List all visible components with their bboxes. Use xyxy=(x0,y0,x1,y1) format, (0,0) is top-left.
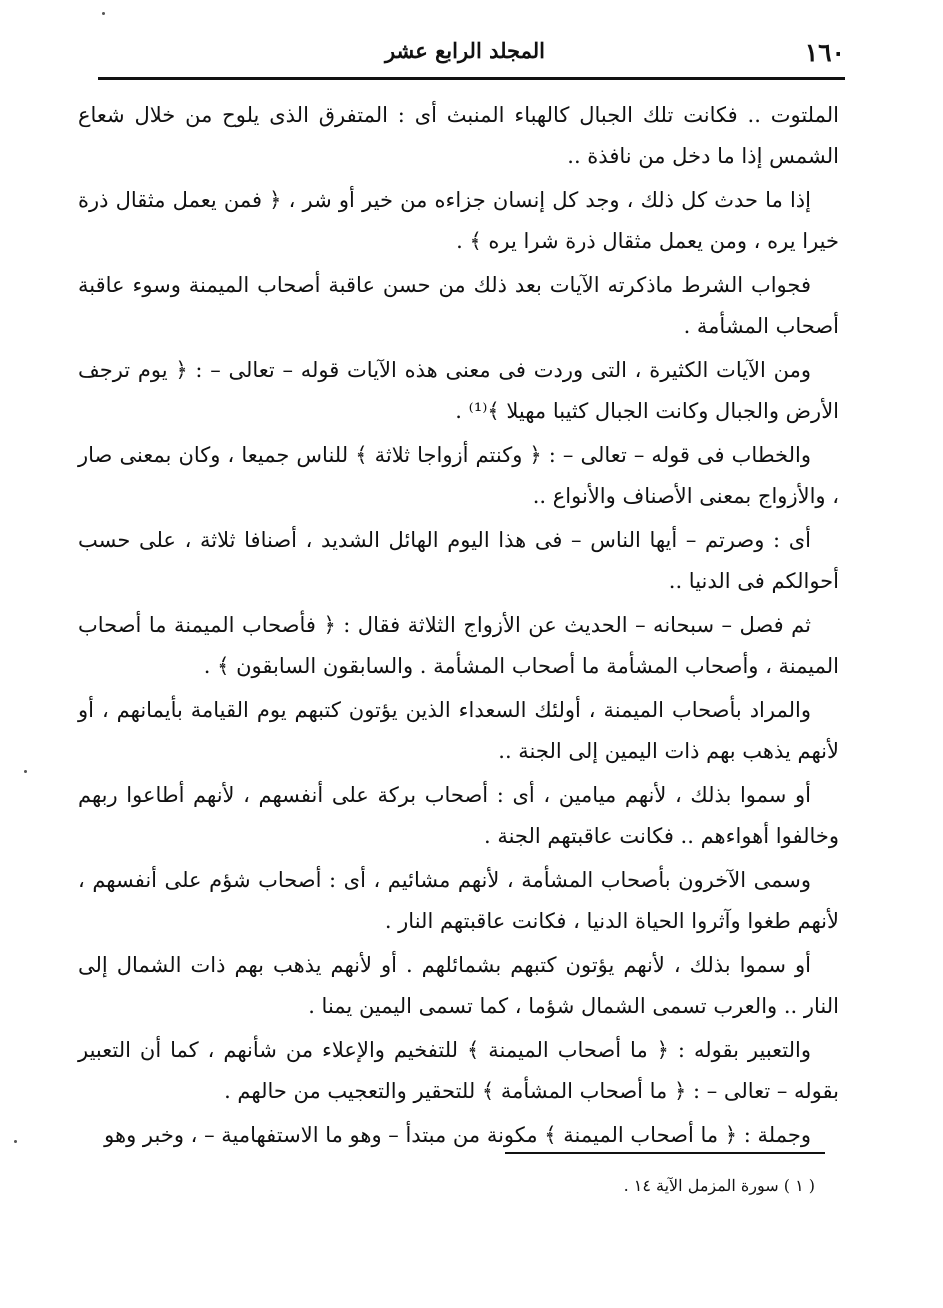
paragraph: أى : وصرتم – أيها الناس – فى هذا اليوم الهائل الشديد ، أصنافا ثلاثة ، على حسب أحوالكم فى الدنيا .. xyxy=(78,528,839,593)
paragraph: والخطاب فى قوله – تعالى – : ﴿ وكنتم أزواجا ثلاثة ﴾ للناس جميعا ، وكان بمعنى صار ، والأزواج بمعنى الأصناف والأنواع .. xyxy=(78,443,839,508)
paragraph: إذا ما حدث كل ذلك ، وجد كل إنسان جزاءه من خير أو شر ، ﴿ فمن يعمل مثقال ذرة خيرا يره ، ومن يعمل مثقال ذرة شرا يره ﴾ . xyxy=(78,188,839,253)
header-rule xyxy=(98,77,845,80)
paragraph: ومن الآيات الكثيرة ، التى وردت فى معنى هذه الآيات قوله – تعالى – : ﴿ يوم ترجف الأرض والجبال وكانت الجبال كثيبا مهيلا ﴾⁽¹⁾ . xyxy=(78,358,839,423)
paragraph: وجملة : ﴿ ما أصحاب الميمنة ﴾ مكونة من مبتدأ – وهو ما الاستفهامية – ، وخبر وهو xyxy=(104,1123,811,1147)
scan-speck xyxy=(102,12,105,15)
paragraph: أو سموا بذلك ، لأنهم ميامين ، أى : أصحاب بركة على أنفسهم ، لأنهم أطاعوا ربهم وخالفوا أهواءهم .. فكانت عاقبتهم الجنة . xyxy=(78,783,839,848)
paragraph: الملتوت .. فكانت تلك الجبال كالهباء المنبث أى : المتفرق الذى يلوح من خلال شعاع الشمس إذا ما دخل من نافذة .. xyxy=(78,103,839,168)
body-text xyxy=(78,95,839,1159)
footnote-rule xyxy=(505,1152,825,1154)
paragraph: وسمى الآخرون بأصحاب المشأمة ، لأنهم مشائيم ، أى : أصحاب شؤم على أنفسهم ، لأنهم طغوا وآثروا الحياة الدنيا ، فكانت عاقبتهم النار . xyxy=(78,868,839,933)
footnote: ( ١ ) سورة المزمل الآية ١٤ . xyxy=(623,1176,815,1195)
paragraph: فجواب الشرط ماذكرته الآيات بعد ذلك من حسن عاقبة أصحاب الميمنة وسوء عاقبة أصحاب المشأمة . xyxy=(78,273,839,338)
paragraph: أو سموا بذلك ، لأنهم يؤتون كتبهم بشمائلهم . أو لأنهم يذهب بهم ذات الشمال إلى النار .. والعرب تسمى الشمال شؤما ، كما تسمى اليمين يمنا . xyxy=(78,953,839,1018)
paragraph: والتعبير بقوله : ﴿ ما أصحاب الميمنة ﴾ للتفخيم والإعلاء من شأنهم ، كما أن التعبير بقوله – تعالى – : ﴿ ما أصحاب المشأمة ﴾ للتحقير والتعجيب من حالهم . xyxy=(78,1038,839,1103)
page-header xyxy=(100,34,845,82)
volume-title: المجلد الرابع عشر xyxy=(384,38,545,63)
scan-speck xyxy=(24,770,27,773)
page-number: ١٦٠ xyxy=(804,38,845,67)
paragraph: والمراد بأصحاب الميمنة ، أولئك السعداء الذين يؤتون كتبهم يوم القيامة بأيمانهم ، أو لأنهم يذهب بهم ذات اليمين إلى الجنة .. xyxy=(78,698,839,763)
paragraph: ثم فصل – سبحانه – الحديث عن الأزواج الثلاثة فقال : ﴿ فأصحاب الميمنة ما أصحاب الميمنة ، وأصحاب المشأمة ما أصحاب المشأمة . والسابقون السابقون ﴾ . xyxy=(78,613,839,678)
scan-speck xyxy=(14,1140,17,1143)
